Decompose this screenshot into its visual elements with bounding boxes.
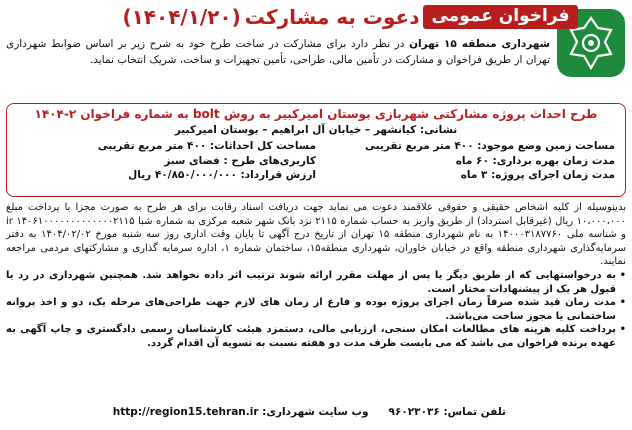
project-specs bbox=[17, 139, 615, 183]
spec-contract-value: ارزش قرارداد: ۴۰/۸۵۰/۰۰۰/۰۰۰ ریال bbox=[128, 169, 316, 181]
ad-footer bbox=[6, 402, 626, 422]
website-link[interactable]: وب سایت شهرداری: http://region15.tehran.ir bbox=[112, 406, 369, 418]
project-box bbox=[6, 103, 626, 197]
bullet-duration-note: • مدت زمان قید شده صرفاً زمان اجرای پروژه بوده و فارغ از زمان های لازم جهت طراحی‌های مرحله یک، دو و اخذ پروانه ساختمانی یا مجوز ساخت می‌باشد. bbox=[6, 296, 626, 323]
project-title: طرح احداث پروژه مشارکتی شهربازی بوستان امیرکبیر به روش bolt به شماره فراخوان ۲-۱۴۰۴ bbox=[34, 107, 598, 121]
intro-org: شهرداری منطقه ۱۵ تهران bbox=[409, 38, 550, 50]
body-paragraph: بدینوسیله از کلیه اشخاص حقیقی و حقوقی علاقمند دعوت می نماید جهت دریافت اسناد رقابت برای هر طرح به صورت مجزا با پرداخت مبلغ ۱۰،۰۰۰،۰۰۰ ریال (غیرقابل استرداد) از طریق واریز به حساب شماره ۲۱۱۵ نزد بانک شهر شعبه مرکزی به شماره شبا ir ۱۴۰۶۱۰۰۰۰۰۰۰۰۰۰۰۰۰۲۱۱۵ و شناسه ملی ۱۴۰۰۰۳۱۸۷۷۶۰ به نام شهرداری منطقه ۱۵ تهران از تاریخ درج آگهی تا پایان وقت اداری روز سه شنبه مورخ ۱۴۰۴/۰۲/۰۲ به دفتر سرمایه‌گذاری شهرداری منطقه واقع در خیابان خاوران، شهرداری منطقه۱۵، ساختمان شماره ۱، اداره سرمایه گذاری و مشارکتهای مردمی مراجعه نمایند. bbox=[6, 202, 627, 268]
spec-total-building-area: مساحت کل احداثات: ۴۰۰ متر مربع تقریبی bbox=[97, 140, 316, 152]
specs-left-column bbox=[17, 139, 316, 183]
headline-badge: فراخوان عمومی bbox=[423, 5, 577, 29]
project-address: نشانی: کیانشهر – خیابان آل ابراهیم – بوستان امیرکبیر bbox=[174, 124, 458, 136]
spec-land-use: کاربری‌های طرح : فضای سبز bbox=[164, 154, 316, 167]
intro-text: در نظر دارد برای مشارکت در ساخت طرح خود به شرح زیر بر اساس ضوابط شهرداری تهران از طریق فراخوان و مشارکت در تأمین مالی، طراحی، تأمین تجهیزات و ساخت، شریک انتخاب نماید. bbox=[6, 38, 550, 66]
headline-title: دعوت به مشارکت bbox=[244, 5, 420, 29]
spec-land-area: مساحت زمین وضع موجود: ۴۰۰ متر مربع تقریبی bbox=[365, 140, 615, 152]
ad-body bbox=[6, 201, 626, 351]
spec-operation-period: مدت زمان بهره برداری: ۶۰ ماه bbox=[455, 154, 615, 167]
spec-execution-period: مدت زمان اجرای پروژه: ۳ ماه bbox=[460, 169, 615, 181]
ad-headline bbox=[122, 2, 570, 32]
intro-paragraph bbox=[6, 36, 550, 68]
contact-phone: تلفن تماس: ۹۶۰۲۳۰۳۶ bbox=[388, 406, 506, 418]
specs-right-column bbox=[316, 139, 615, 183]
bullet-rejection-notice: • به درخواستهایی که از طریق دیگر یا پس از مهلت مقرر ارائه شوند ترتیب اثر داده نخواهد شد. همچنین شهرداری در رد یا قبول هر یک از پیشنهادات مختار است. bbox=[6, 269, 626, 296]
bullet-costs-note: • پرداخت کلیه هزینه های مطالعات امکان سنجی، ارزیابی مالی، دستمزد هیئت کارشناسان رسمی دادگستری و چاپ آگهی به عهده برنده فراخوان می باشد که می بایست ظرف مدت دو هفته نسبت به تسویه آن اقدام گردد. bbox=[6, 323, 626, 350]
headline-date: (۱۴۰۴/۱/۲۰) bbox=[122, 5, 241, 29]
